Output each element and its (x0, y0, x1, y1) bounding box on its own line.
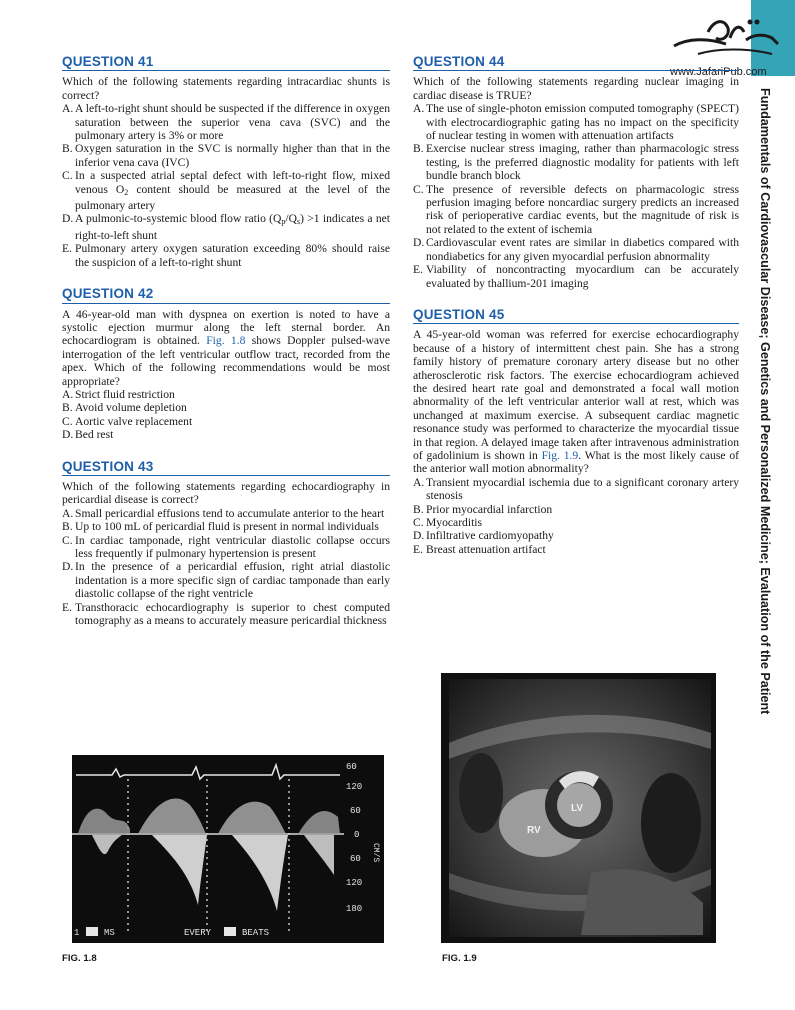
option-text: Myocarditis (426, 516, 483, 529)
question-stem (62, 308, 390, 388)
right-column (413, 55, 739, 574)
answer-options (413, 102, 739, 290)
subscript: p (281, 217, 286, 227)
option-text: Cardiovascular event rates are similar in diabetics compared with nondiabetics for any given myocardial perfusion abnormality (426, 236, 739, 263)
option-text: Transient myocardial ischemia due to a significant coronary artery stenosis (426, 475, 739, 503)
doppler-image (72, 755, 384, 943)
running-title: Fundamentals of Cardiovascular Disease; Genetics and Personalized Medicine; Evaluation of the Patient (758, 88, 772, 715)
question-stem: Which of the following statements regarding intracardiac shunts is correct? (62, 75, 390, 102)
option-text: Transthoracic echocardiography is superior to chest computed tomography as a means to accurately measure pericardial thickness (75, 600, 390, 628)
answer-option (62, 169, 390, 212)
question-title: QUESTION 44 (413, 55, 739, 71)
option-text: Pulmonary artery oxygen saturation exceeding 80% should raise the suspicion of a left-to-right shunt (75, 242, 390, 269)
answer-option (413, 476, 739, 503)
left-column (62, 55, 390, 645)
question-stem: Which of the following statements regarding echocardiography in pericardial disease is correct? (62, 479, 390, 507)
answer-option (413, 183, 739, 237)
stem-text: A 45-year-old woman was referred for exercise echocardiography because of a history of intermittent chest pain. She has a strong family history of premature coronary artery disease but no other atherosclerotic risk factors. The exercise echocardiogram achieved the desired heart rate goal and demonstrated a focal wall motion abnormality of the left ventricular anterior wall at rest, which was unchanged at maximum exercise. A subsequent cardiac magnetic resonance study was performed to characterize the myocardial tissue in that region. A delayed image taken after intravenous administration of gadolinium is shown in (413, 328, 739, 462)
option-text: Breast attenuation artifact (426, 542, 546, 556)
option-text: Up to 100 mL of pericardial fluid is present in normal individuals (75, 520, 379, 534)
answer-option (62, 507, 390, 520)
answer-option (413, 263, 739, 290)
question-42 (62, 287, 390, 441)
option-text: Infiltrative cardiomyopathy (426, 529, 554, 543)
option-letter: C. (413, 182, 424, 196)
option-text: Avoid volume depletion (75, 401, 187, 415)
answer-option (413, 142, 739, 182)
answer-option (62, 142, 390, 169)
stem-text: A 46-year-old man with dyspnea on exertion is noted to have a systolic ejection murmur along the left sternal border. An echocardiogram is obtained. (62, 307, 390, 348)
option-letter: B. (62, 142, 73, 156)
question-title: QUESTION 42 (62, 287, 390, 303)
option-text: Strict fluid restriction (75, 387, 175, 401)
mri-figure (441, 673, 716, 943)
subscript: s (297, 217, 301, 227)
scale-label: 120 (346, 782, 363, 792)
option-letter: D. (413, 236, 425, 250)
option-text: Oxygen saturation in the SVC is normally higher than that in the inferior vena cava (IVC) (75, 142, 390, 169)
option-letter: B. (62, 520, 73, 534)
option-letter: B. (413, 142, 424, 156)
option-text: Exercise nuclear stress imaging, rather than pharmacologic stress testing, is the preferred diagnostic modality for patients with left bundle branch block (426, 142, 739, 183)
scale-label: 60 (350, 806, 361, 816)
option-text: The presence of reversible defects on pharmacologic stress perfusion imaging before noncardiac surgery predicts an increased risk of perioperative cardiac events, but the magnitude of risk is not related to the extent of ischemia (426, 182, 739, 236)
option-letter: A. (62, 387, 74, 401)
option-text: Aortic valve replacement (75, 414, 193, 428)
option-letter: A. (62, 506, 74, 520)
question-45 (413, 308, 739, 556)
scale-unit: CM/S (371, 843, 380, 863)
stem-text: shows Doppler pulsed-wave interrogation of the left ventricular outflow tract, recorded from the apex. Which of the following recommendations would be most appropriate? (62, 334, 390, 388)
option-text: Small pericardial effusions tend to accumulate anterior to the heart (75, 506, 385, 520)
option-letter: E. (413, 542, 423, 556)
answer-option (413, 236, 739, 263)
answer-option (62, 560, 390, 600)
option-letter: C. (413, 516, 424, 529)
option-text: Bed rest (75, 428, 114, 442)
option-letter: A. (413, 475, 425, 489)
option-letter: C. (62, 533, 73, 547)
option-letter: A. (413, 102, 425, 116)
option-text: Viability of noncontracting myocardium can be accurately evaluated by thallium-201 imaging (426, 263, 739, 290)
option-text (75, 169, 390, 212)
scale-label: 60 (350, 854, 361, 864)
answer-option (413, 503, 739, 516)
answer-option (62, 242, 390, 269)
rv-label: RV (527, 825, 541, 836)
figure-link[interactable]: Fig. 1.9 (541, 448, 579, 462)
answer-option (62, 415, 390, 428)
scale-label: 120 (346, 878, 363, 888)
answer-option (413, 102, 739, 142)
option-letter: E. (62, 600, 72, 614)
option-text-part: ) >1 indicates a net right-to-left shunt (75, 212, 390, 242)
answer-option (62, 102, 390, 142)
option-text-part: In a suspected atrial septal defect with left-to-right flow, mixed venous O (75, 169, 390, 196)
option-letter: D. (62, 428, 74, 442)
option-letter: D. (62, 560, 74, 574)
option-text: In the presence of a pericardial effusion, right atrial diastolic indentation is a more specific sign of cardiac tamponade than early diastolic collapse of the right ventricle (75, 560, 390, 601)
question-title: QUESTION 41 (62, 55, 390, 71)
question-43 (62, 460, 390, 628)
mri-image (441, 673, 716, 943)
answer-option (62, 601, 390, 628)
bottom-label: EVERY (184, 928, 212, 938)
option-text: The use of single-photon emission computed tomography (SPECT) with electrocardiographic gating has no impact on the specificity of nuclear testing in women with attenuation artifacts (426, 102, 739, 143)
option-text (75, 212, 390, 242)
subscript: 2 (124, 187, 129, 197)
answer-option (62, 212, 390, 242)
question-stem (413, 328, 739, 475)
figure-link[interactable]: Fig. 1.8 (206, 334, 246, 348)
bottom-label: BEATS (242, 928, 270, 938)
answer-option (62, 520, 390, 533)
question-title: QUESTION 43 (62, 460, 390, 476)
option-letter: C. (62, 414, 73, 428)
answer-option (62, 428, 390, 441)
option-text-part: /Q (285, 212, 297, 226)
answer-options (413, 476, 739, 556)
scale-label: 180 (346, 904, 363, 914)
answer-option (413, 529, 739, 542)
option-text-part: A pulmonic-to-systemic blood flow ratio (Q (75, 212, 282, 226)
question-44 (413, 55, 739, 290)
answer-option (413, 543, 739, 556)
publisher-url: www.JafariPub.com (670, 66, 767, 78)
option-letter: B. (62, 401, 73, 415)
option-text-part: content should be measured at the level of the pulmonary artery (75, 182, 390, 213)
option-text: In cardiac tamponade, right ventricular diastolic collapse occurs less frequently if pulmonary hypertension is present (75, 533, 390, 560)
answer-options (62, 102, 390, 269)
bottom-label: MS (104, 928, 115, 938)
figure-caption: FIG. 1.8 (62, 953, 97, 964)
question-41 (62, 55, 390, 269)
option-letter: E. (413, 263, 423, 277)
option-letter: D. (62, 212, 74, 226)
answer-option (62, 401, 390, 414)
option-letter: E. (62, 242, 72, 256)
bottom-label: 1 (74, 928, 80, 938)
option-letter: D. (413, 529, 425, 543)
question-title: QUESTION 45 (413, 308, 739, 324)
option-letter: A. (62, 102, 74, 116)
figure-caption: FIG. 1.9 (442, 953, 477, 964)
option-letter: B. (413, 502, 424, 516)
question-stem: Which of the following statements regarding nuclear imaging in cardiac disease is TRUE? (413, 75, 739, 102)
doppler-figure (72, 755, 384, 943)
answer-options (62, 388, 390, 442)
option-text: Prior myocardial infarction (426, 502, 553, 516)
answer-options (62, 507, 390, 628)
scale-label: 60 (346, 762, 357, 772)
option-letter: C. (62, 169, 73, 183)
scale-label: 0 (354, 830, 360, 840)
stem-text: . What is the most likely cause of the anterior wall motion abnormality? (413, 448, 739, 476)
answer-option (413, 516, 739, 529)
answer-option (62, 534, 390, 561)
option-text: A left-to-right shunt should be suspected if the difference in oxygen saturation between the superior vena cava (SVC) and the pulmonary artery is 3% or more (75, 102, 390, 143)
answer-option (62, 388, 390, 401)
lv-label: LV (571, 803, 584, 814)
